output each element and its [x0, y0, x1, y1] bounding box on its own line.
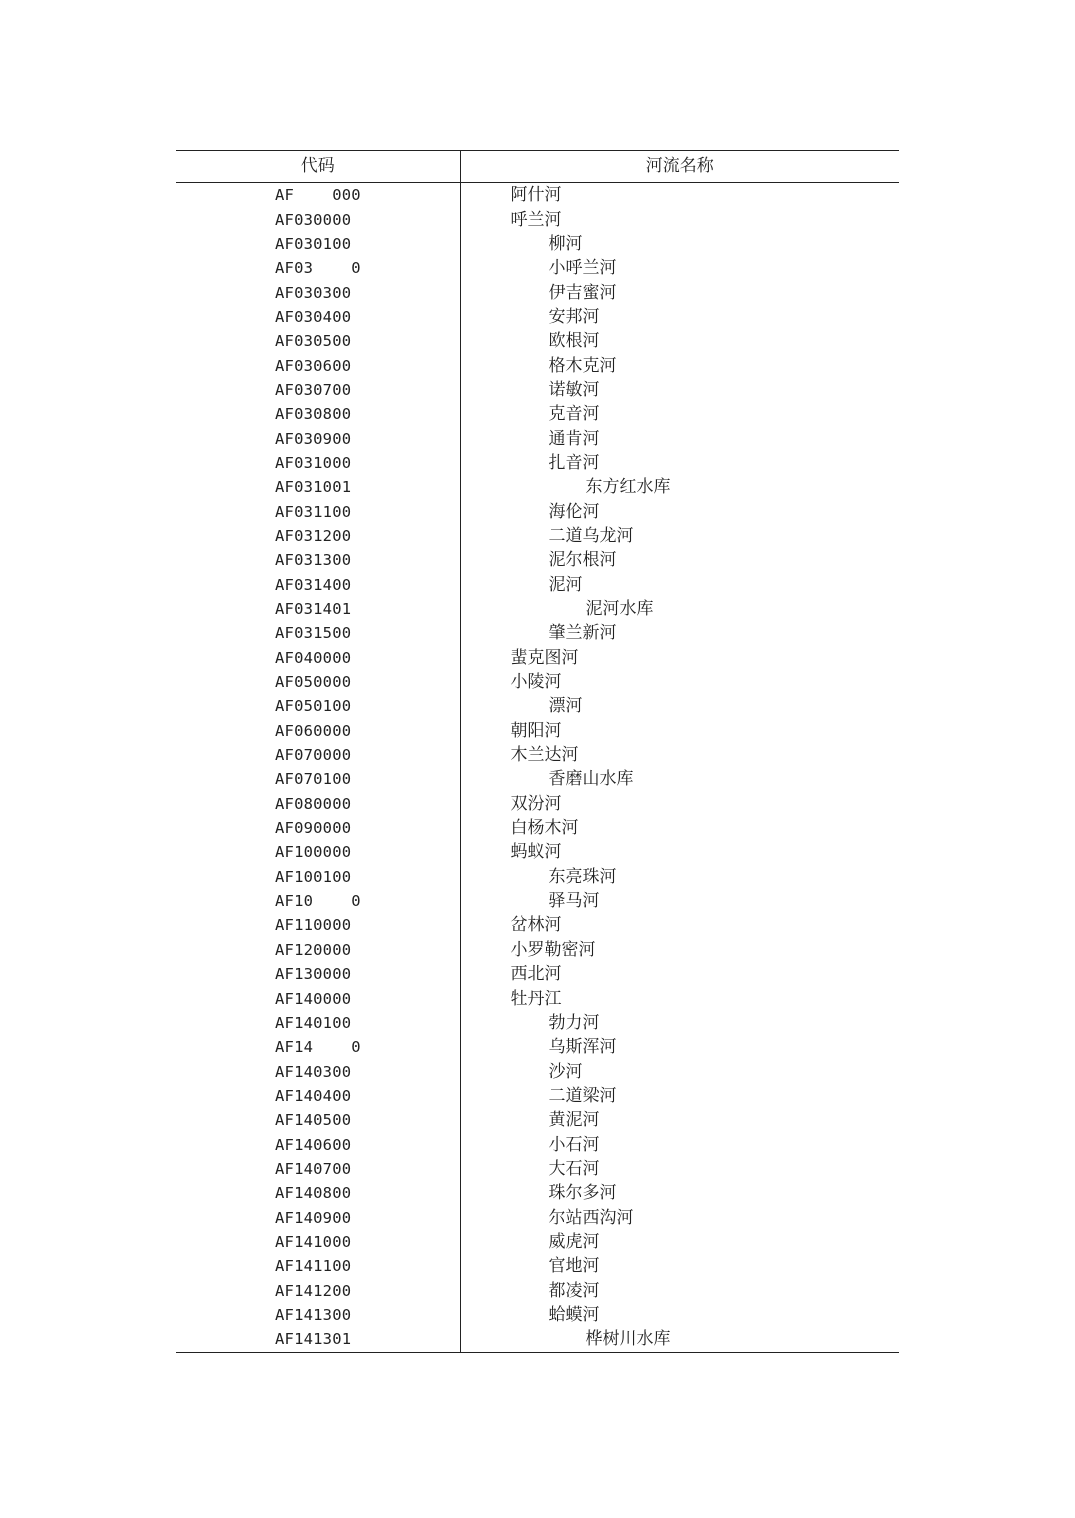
table-row	[176, 889, 899, 913]
river-code-cell: AF141301	[176, 1327, 460, 1352]
river-code-cell: AF030500	[176, 329, 460, 353]
river-name-cell: 桦树川水库	[460, 1327, 899, 1352]
river-name-cell: 肇兰新河	[548, 623, 617, 644]
river-code-cell: AF030900	[176, 426, 460, 450]
table-body	[176, 183, 899, 1353]
river-name-cell: 沙河	[548, 1061, 583, 1082]
river-name-cell: 威虎河	[548, 1231, 600, 1252]
code-column-header: 代码	[176, 151, 460, 183]
table-row	[176, 524, 899, 548]
river-name-cell: 漂河	[548, 696, 583, 717]
table-row	[176, 329, 899, 353]
river-code-cell: AF030800	[176, 402, 460, 426]
river-code-cell: AF140400	[176, 1084, 460, 1108]
river-name-cell: 蜚克图河	[510, 647, 579, 668]
river-name-cell: 珠尔多河	[548, 1183, 617, 1204]
table-row	[176, 207, 899, 231]
table-row	[176, 694, 899, 718]
river-name-cell: 黄泥河	[548, 1110, 600, 1131]
river-code-table	[176, 150, 899, 1353]
river-code-cell: AF140800	[176, 1181, 460, 1205]
table-row	[176, 1254, 899, 1278]
river-name-cell: 小罗勒密河	[510, 939, 596, 960]
river-code-cell: AF030700	[176, 378, 460, 402]
river-code-cell: AF14 0	[176, 1035, 460, 1059]
river-code-cell: AF030400	[176, 305, 460, 329]
table-row	[176, 573, 899, 597]
river-name-cell: 扎音河	[548, 452, 600, 473]
table-row	[176, 1059, 899, 1083]
table-row	[176, 1157, 899, 1181]
river-name-cell: 海伦河	[548, 501, 600, 522]
table-row	[176, 256, 899, 280]
river-name-cell: 伊吉蜜河	[548, 282, 617, 303]
river-name-cell: 大石河	[548, 1158, 600, 1179]
river-name-cell: 格木克河	[548, 355, 617, 376]
table-row	[176, 1035, 899, 1059]
river-code-cell: AF030600	[176, 353, 460, 377]
river-name-cell: 小石河	[548, 1134, 600, 1155]
table-row	[176, 451, 899, 475]
river-code-cell: AF031001	[176, 475, 460, 499]
table-row	[176, 1327, 899, 1352]
table-row	[176, 499, 899, 523]
table-row	[176, 840, 899, 864]
river-name-cell: 双汾河	[510, 793, 562, 814]
river-name-cell: 都凌河	[548, 1280, 600, 1301]
river-code-cell: AF 000	[176, 183, 460, 208]
table-row	[176, 1132, 899, 1156]
river-name-cell: 木兰达河	[510, 745, 579, 766]
table-row	[176, 402, 899, 426]
table-row	[176, 305, 899, 329]
table-row	[176, 1181, 899, 1205]
river-name-cell: 香磨山水库	[548, 769, 634, 790]
river-name-cell: 小陵河	[510, 672, 562, 693]
river-code-cell: AF141100	[176, 1254, 460, 1278]
river-code-cell: AF030100	[176, 232, 460, 256]
header-row	[176, 151, 899, 183]
table-row	[176, 913, 899, 937]
table-row	[176, 670, 899, 694]
river-code-cell: AF100000	[176, 840, 460, 864]
table-row	[176, 792, 899, 816]
table-row	[176, 621, 899, 645]
table-row	[176, 1011, 899, 1035]
river-name-cell: 欧根河	[548, 331, 600, 352]
river-name-cell: 小呼兰河	[548, 258, 617, 279]
river-code-cell: AF141200	[176, 1278, 460, 1302]
river-name-cell: 蚂蚁河	[510, 842, 562, 863]
river-code-cell: AF030000	[176, 207, 460, 231]
table-row	[176, 1230, 899, 1254]
table-row	[176, 743, 899, 767]
river-name-cell: 泥河水库	[585, 599, 654, 620]
river-name-cell: 西北河	[510, 964, 562, 985]
table-row	[176, 986, 899, 1010]
river-code-cell: AF141300	[176, 1303, 460, 1327]
river-name-cell: 勃力河	[548, 1012, 600, 1033]
river-code-cell: AF031300	[176, 548, 460, 572]
table-row	[176, 938, 899, 962]
river-name-cell: 朝阳河	[510, 720, 562, 741]
river-name-cell: 安邦河	[548, 306, 600, 327]
river-name-cell: 牡丹江	[510, 988, 562, 1009]
river-code-cell: AF030300	[176, 280, 460, 304]
river-name-cell: 白杨木河	[510, 818, 579, 839]
river-code-cell: AF140100	[176, 1011, 460, 1035]
river-code-cell: AF140500	[176, 1108, 460, 1132]
river-code-cell: AF050100	[176, 694, 460, 718]
table-row	[176, 378, 899, 402]
river-name-cell: 阿什河	[510, 185, 562, 206]
table-row	[176, 1108, 899, 1132]
river-code-cell: AF070000	[176, 743, 460, 767]
river-code-cell: AF141000	[176, 1230, 460, 1254]
river-code-cell: AF031400	[176, 573, 460, 597]
river-code-cell: AF060000	[176, 719, 460, 743]
river-code-cell: AF031100	[176, 499, 460, 523]
river-code-cell: AF140900	[176, 1205, 460, 1229]
river-name-cell: 泥河	[548, 574, 583, 595]
river-code-cell: AF03 0	[176, 256, 460, 280]
river-name-cell: 二道梁河	[548, 1085, 617, 1106]
table-row	[176, 280, 899, 304]
river-code-cell: AF031401	[176, 597, 460, 621]
table-row	[176, 426, 899, 450]
river-code-cell: AF031000	[176, 451, 460, 475]
river-code-cell: AF10 0	[176, 889, 460, 913]
table-row	[176, 719, 899, 743]
table-row	[176, 548, 899, 572]
river-code-table-container	[176, 150, 899, 1353]
river-name-cell: 东亮珠河	[548, 866, 617, 887]
river-name-cell: 乌斯浑河	[548, 1037, 617, 1058]
table-row	[176, 646, 899, 670]
river-code-cell: AF140600	[176, 1132, 460, 1156]
river-code-cell: AF100100	[176, 865, 460, 889]
river-name-cell: 通肯河	[548, 428, 600, 449]
river-code-cell: AF120000	[176, 938, 460, 962]
table-row	[176, 1205, 899, 1229]
river-name-cell: 尔站西沟河	[548, 1207, 634, 1228]
table-row	[176, 1084, 899, 1108]
table-row	[176, 597, 899, 621]
river-name-cell: 蛤蟆河	[548, 1304, 600, 1325]
river-name-cell: 官地河	[548, 1256, 600, 1277]
river-name-cell: 岔林河	[510, 915, 562, 936]
river-name-cell: 二道乌龙河	[548, 525, 634, 546]
river-name-cell: 呼兰河	[510, 209, 562, 230]
river-code-cell: AF070100	[176, 767, 460, 791]
table-row	[176, 232, 899, 256]
table-row	[176, 1303, 899, 1327]
river-code-cell: AF110000	[176, 913, 460, 937]
table-row	[176, 353, 899, 377]
table-row	[176, 962, 899, 986]
river-name-cell: 克音河	[548, 404, 600, 425]
table-header	[176, 151, 899, 183]
river-code-cell: AF031200	[176, 524, 460, 548]
river-code-cell: AF140300	[176, 1059, 460, 1083]
table-row	[176, 767, 899, 791]
river-code-cell: AF140700	[176, 1157, 460, 1181]
table-row	[176, 816, 899, 840]
table-row	[176, 475, 899, 499]
river-code-cell: AF080000	[176, 792, 460, 816]
table-row	[176, 1278, 899, 1302]
river-code-cell: AF031500	[176, 621, 460, 645]
river-name-cell: 柳河	[548, 233, 583, 254]
river-code-cell: AF140000	[176, 986, 460, 1010]
table-row	[176, 865, 899, 889]
river-name-cell: 泥尔根河	[548, 550, 617, 571]
river-code-cell: AF040000	[176, 646, 460, 670]
river-name-cell: 驿马河	[548, 891, 600, 912]
river-name-cell: 东方红水库	[585, 477, 671, 498]
name-column-header: 河流名称	[460, 151, 899, 183]
river-name-cell: 诺敏河	[548, 379, 600, 400]
river-code-cell: AF130000	[176, 962, 460, 986]
river-code-cell: AF090000	[176, 816, 460, 840]
river-code-cell: AF050000	[176, 670, 460, 694]
table-row	[176, 183, 899, 208]
